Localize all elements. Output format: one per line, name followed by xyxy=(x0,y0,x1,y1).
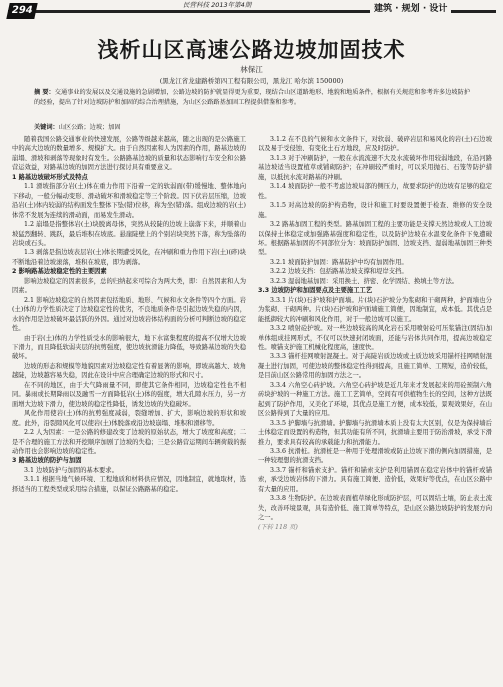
paragraph: 3.3.2 喷射砼护坡。对一些边坡较高的风化岩石采用喷射砼可压浆锚注(固结)加单体组成挂网形式，不仅可以快速封闭坡面，还能与岩体共同作用，提高边坡稳定性。喷锚支护施工机械化程度高，速度快。 xyxy=(258,325,492,351)
affiliation: (黑龙江省龙建路桥第四工程有限公司，黑龙江 哈尔滨 150000) xyxy=(159,77,344,85)
abstract-label: 摘 要： xyxy=(34,89,55,96)
paragraph: 边坡的形态和规模等地貌因素对边坡稳定性有着显著的影响，即坡高越大、坡角越陡，边坡越容易失稳，因此在设计中应合理确定边坡的形式和尺寸。 xyxy=(12,362,246,380)
section-heading: 1 路基边坡破坏形式及特点 xyxy=(12,173,88,181)
paragraph: 影响边坡稳定的因素很多，总的归纳起来可综合为两大类，即：自然因素和人为因素。 xyxy=(12,277,246,295)
paragraph: 3.3.1 片(块)石护坡和护面墙。片(块)石护坡分为浆砌和干砌两种，护面墙也分为浆砌、干砌两种。片(块)石护坡和护面墙施工简便，因地制宜，成本低。其优点是能抵御较大的冲刷和风化作用，对于一般边坡可以施工。 xyxy=(258,296,492,323)
paragraph: 风化作用使岩(土)体的抗剪强度减弱，裂缝增加、扩大，影响边坡的形状和坡度。此外，沿裂隙风化可以使岩(土)体脱落或沿边坡崩塌、堆积和滑移等。 xyxy=(12,410,246,427)
paragraph: 3.3.7 锚杆和锚索支护。锚杆和锚索支护是利用锚固在稳定岩体中的锚杆或锚索，承受边坡岩体的下滑力。具有施工简便、造价低，效果好等优点，在山区公路中有大量的应用。 xyxy=(258,466,492,493)
paragraph: 1.1 滑坡指部分岩(土)体在重力作用下沿着一定的软弱面(带)缓慢地、整体地向下移动，一般分幅动变形、滑动破坏和滑坡稳定等三个阶段。因下伏岩层压缩，边坡沿岩(土)体内较弱的结构面发生整体下坠(错)位移，称为坐(错)落。组成边坡的岩(土)体常不发展为连续的滑动面，而易发生滑动。 xyxy=(12,183,246,219)
paragraph: 3.2 路基加固工程的类型。路基加固工程的主要功能是支撑天然边坡或人工边坡以保持土体稳定或加强路基强度和稳定性，以及防护边坡在水温变化条件下免遭破坏。根据路基加固的不同部位分为：坡面防护加固、边坡支挡、湿弱地基加固三种类型。 xyxy=(258,221,492,257)
section-heading: 3.3 边坡防护和加固要点及主要施工工艺 xyxy=(258,287,373,295)
paragraph: 3.1.4 坡面防护一般不考虑边坡局部的侧压力，故要求防护的边坡有足够的稳定性。 xyxy=(258,183,492,200)
paragraph: 3.3.4 六角空心砖护坡。六角空心砖护坡是近几年来才发展起来的用砼预制六角砖块护坡的一种施工方法。施工工艺简单，空间有可供植物生长的空间，这种方法既起到了防护作用，又美化了环境，其优点是施工方便，成本较低，景观效果好，在山区公路得到了大量的应用。 xyxy=(258,381,492,418)
paragraph: 由于岩(土)体的力学性质受水的影响很大，地下水富集程度的提高不仅增大边坡下滑力，而且降低软弱夹层的抗剪强度，使边坡抗滑能力降低，导致路基边坡的失稳破坏。 xyxy=(12,334,246,361)
paragraph: 1.3 剥落是指边坡表层岩(土)体长期遭受风化，在冲刷和重力作用下岩(土)(碎)块不断地沿着边坡滚落，堆积在坡底，即为剥落。 xyxy=(12,249,246,266)
abstract xyxy=(34,88,470,107)
section-name: 建筑 · 规划 · 设计 xyxy=(370,1,451,14)
paragraph: 2.1 影响边坡稳定的自然因素包括地质、地形、气候和水文条件等四个方面。岩(土)体的力学性质决定了边坡稳定性的优劣，不良地质条件是引起边坡失稳的内因，水的作用是边坡破坏最活跃的外因。通过对边坡岩体结构面的分析可判断边坡的稳定性。 xyxy=(12,296,246,333)
author: 林保江 xyxy=(240,65,263,74)
page-number: 294 xyxy=(6,3,37,19)
paragraph: 3.2.1 坡面防护加固：路基防护中均有加固作用。 xyxy=(270,258,408,266)
paragraph: 2.2 人为因素：一是公路的修建改变了边坡的原始状态，增大了坡度和高度；二是不合理的施工方法和开挖顺序加剧了边坡的失稳；三是公路营运期间车辆荷载的振动作用也会影响边坡的稳定性。 xyxy=(12,429,246,455)
paragraph: 3.3.6 抗滑桩。抗滑桩是一种用于处理滑坡或防止边坡下滑的侧向加固措施，是一种较理想的抗滑支挡。 xyxy=(258,447,492,465)
paragraph: 3.3.3 锚杆挂网喷射混凝土。对于高陡岩质边坡或土质边坡采用锚杆挂网喷射混凝土进行加固，可使边坡的整体稳定性得到提高，且施工简单、工期短，造价较低，是目前山区公路常用的加固方法之一。 xyxy=(258,353,492,380)
paragraph: 3.3.5 护脚墙与抗滑墙。护脚墙与抗滑墙本质上没有太大区别，仅是为保持墙后土体稳定而设置的构造物，但其功能有所不同，抗滑墙主要用于防治滑坡，承受下滑推力，要求具有较高的承载能力和抗滑能力。 xyxy=(258,419,492,446)
paragraph: 3.1 边坡防护与加固的基本要求。 xyxy=(24,466,118,474)
section-heading: 3 路基边坡的防护与加固 xyxy=(12,457,82,465)
section-heading: 2 影响路基边坡稳定性的主要因素 xyxy=(12,268,107,276)
paragraph: 3.1.3 对于冲刷防护，一般在水流流速不大及水流破坏作用较弱地段，在沿河路基边坡适当设置植草或铺砌防护；在冲刷较严重时，可以采用抛石、石笼等防护措施，以抵抗水流对路基的冲刷。 xyxy=(258,154,492,181)
abstract-text: 交通事业的发展以及交通设施的急剧增加，公路边坡的防护就显得更为重要，现结合山区道路地形、地貌和地质条件，根据有关规范和参考许多边坡防护的经验，提出了针对边坡防护和加固的综合治理措施，为山区公路路基加固工程提供借鉴和参考。 xyxy=(34,89,471,106)
page-header xyxy=(0,0,503,20)
paragraph: 随着我国公路交通事业的快速发展，公路等级越来越高，随之出现的是公路施工中的高大边坡的数量增多、规模扩大。由于自然因素和人为因素的作用，路基边坡的崩塌、滑坡和剥落等现象时有发生。公路路基边坡的质量和状态影响行车安全和公路营运效益，对路基边坡的加固方法进行探讨具有重要意义。 xyxy=(12,136,246,172)
paragraph: 在不同的地区，由于大气降雨量不同，即使其它条件相同，边坡稳定性也不相同。暴雨或长期降雨以及融雪一方面降低岩(土)体的强度，增大孔隙水压力，另一方面增大边坡下滑力，使边坡的稳定性降低，诱发边坡的失稳破坏。 xyxy=(12,381,246,408)
paragraph: 3.1.1 根据当地气候环境、工程地质和材料供应情况，因地制宜，就地取材，选择适当的工程类型或采用综合措施，以保证公路路基的稳定。 xyxy=(12,476,246,493)
paragraph: 3.1.5 对高边坡的防护构造物，设计和施工时要设置便于检查、维修的安全设施。 xyxy=(258,202,492,219)
continued-note: (下转 118 页) xyxy=(258,523,298,531)
keywords-label: 关键词： xyxy=(34,124,59,131)
keywords-text: 山区公路；边坡；加固 xyxy=(58,124,121,131)
paragraph: 3.2.3 湿弱地基加固：采用换土、挤密、化学固结、换填土等方法。 xyxy=(270,277,459,285)
paragraph: 3.1.2 在不良的气候和水文条件下，对软弱、破碎岩层和易风化的岩(土)石边坡以及易于受侵蚀、有变化土石方地段，应及时防护。 xyxy=(258,136,492,153)
left-column xyxy=(12,135,246,683)
right-column xyxy=(258,135,492,683)
paragraph: 3.2.2 边坡支挡：包括路基边坡支撑和堤岸支挡。 xyxy=(270,268,408,276)
journal-name: 民营科技 2013年第4期 xyxy=(180,0,254,9)
paper-title: 浅析山区高速公路边坡加固技术 xyxy=(97,38,406,62)
keywords xyxy=(34,122,470,131)
paragraph: 1.2 崩塌是指整体岩(土)块脱离母体，突然从较陡的边坡上崩落下来，并顺着山坡猛烈翻转、跳跃，最后堆积在坡底。悬崖陡壁上的个别岩块突然下落，称为坠落的岩块或石头。 xyxy=(12,221,246,247)
paragraph: 3.3.8 生物防护。在边坡表面植草绿化形成防护层，可以固结土壤，防止表土流失，改善环境景观，具有造价低、施工简单等特点，是山区公路边坡防护的发展方向之一。 xyxy=(258,495,492,522)
